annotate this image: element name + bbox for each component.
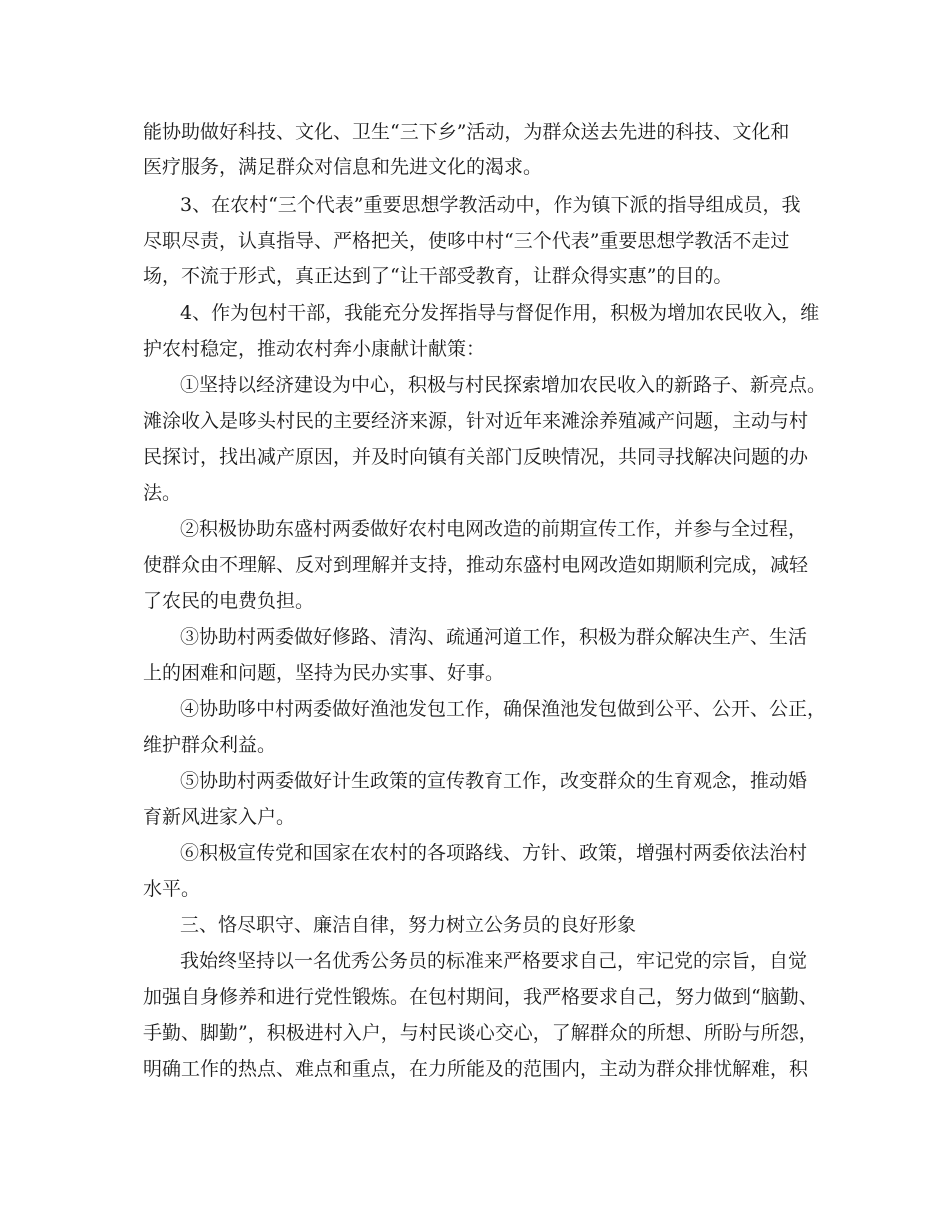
text-line: 3、在农村“三个代表”重要思想学教活动中，作为镇下派的指导组成员，我 <box>180 194 801 216</box>
text-line: 使群众由不理解、反对到理解并支持，推动东盛村电网改造如期顺利完成，减轻 <box>143 554 809 576</box>
text-line: 4、作为包村干部，我能充分发挥指导与督促作用，积极为增加农民收入，维 <box>180 302 820 324</box>
text-line: 能协助做好科技、文化、卫生“三下乡”活动，为群众送去先进的科技、文化和 <box>143 121 790 143</box>
text-line: 法。 <box>143 482 182 504</box>
text-line: 我始终坚持以一名优秀公务员的标准来严格要求自己，牢记党的宗旨，自觉 <box>180 950 808 972</box>
text-line: 育新风进家入户。 <box>143 806 296 828</box>
text-line: 水平。 <box>143 878 201 900</box>
text-line: ⑤协助村两委做好计生政策的宣传教育工作，改变群众的生育观念，推动婚 <box>180 770 808 792</box>
text-line: 场，不流于形式，真正达到了“让干部受教育，让群众得实惠”的目的。 <box>143 265 733 287</box>
text-line: ③协助村两委做好修路、清沟、疏通河道工作，积极为群众解决生产、生活 <box>180 626 808 648</box>
text-line: 尽职尽责，认真指导、严格把关，使哆中村“三个代表”重要思想学教活不走过 <box>143 230 790 252</box>
text-line: ④协助哆中村两委做好渔池发包工作，确保渔池发包做到公平、公开、公正， <box>180 698 827 720</box>
text-line: ①坚持以经济建设为中心，积极与村民探索增加农民收入的新路子、新亮点。 <box>180 374 827 396</box>
text-line: 医疗服务，满足群众对信息和先进文化的渴求。 <box>143 156 543 178</box>
text-line: 民探讨，找出减产原因，并及时向镇有关部门反映情况，共同寻找解决问题的办 <box>143 446 809 468</box>
text-line: 维护群众利益。 <box>143 734 277 756</box>
text-line: 了农民的电费负担。 <box>143 590 315 612</box>
section-heading: 三、恪尽职守、廉洁自律，努力树立公务员的良好形象 <box>180 914 637 936</box>
text-line: 加强自身修养和进行党性锻炼。在包村期间，我严格要求自己，努力做到“脑勤、 <box>143 986 818 1008</box>
text-line: ②积极协助东盛村两委做好农村电网改造的前期宣传工作，并参与全过程， <box>180 518 808 540</box>
text-line: 手勤、脚勤”，积极进村入户，与村民谈心交心，了解群众的所想、所盼与所怨， <box>143 1022 818 1044</box>
text-line: ⑥积极宣传党和国家在农村的各项路线、方针、政策，增强村两委依法治村 <box>180 842 808 864</box>
text-line: 明确工作的热点、难点和重点，在力所能及的范围内，主动为群众排忧解难，积 <box>143 1058 809 1080</box>
text-line: 上的困难和问题，坚持为民办实事、好事。 <box>143 662 505 684</box>
text-line: 护农村稳定，推动农村奔小康献计献策： <box>143 338 486 360</box>
text-line: 滩涂收入是哆头村民的主要经济来源，针对近年来滩涂养殖减产问题，主动与村 <box>143 410 809 432</box>
